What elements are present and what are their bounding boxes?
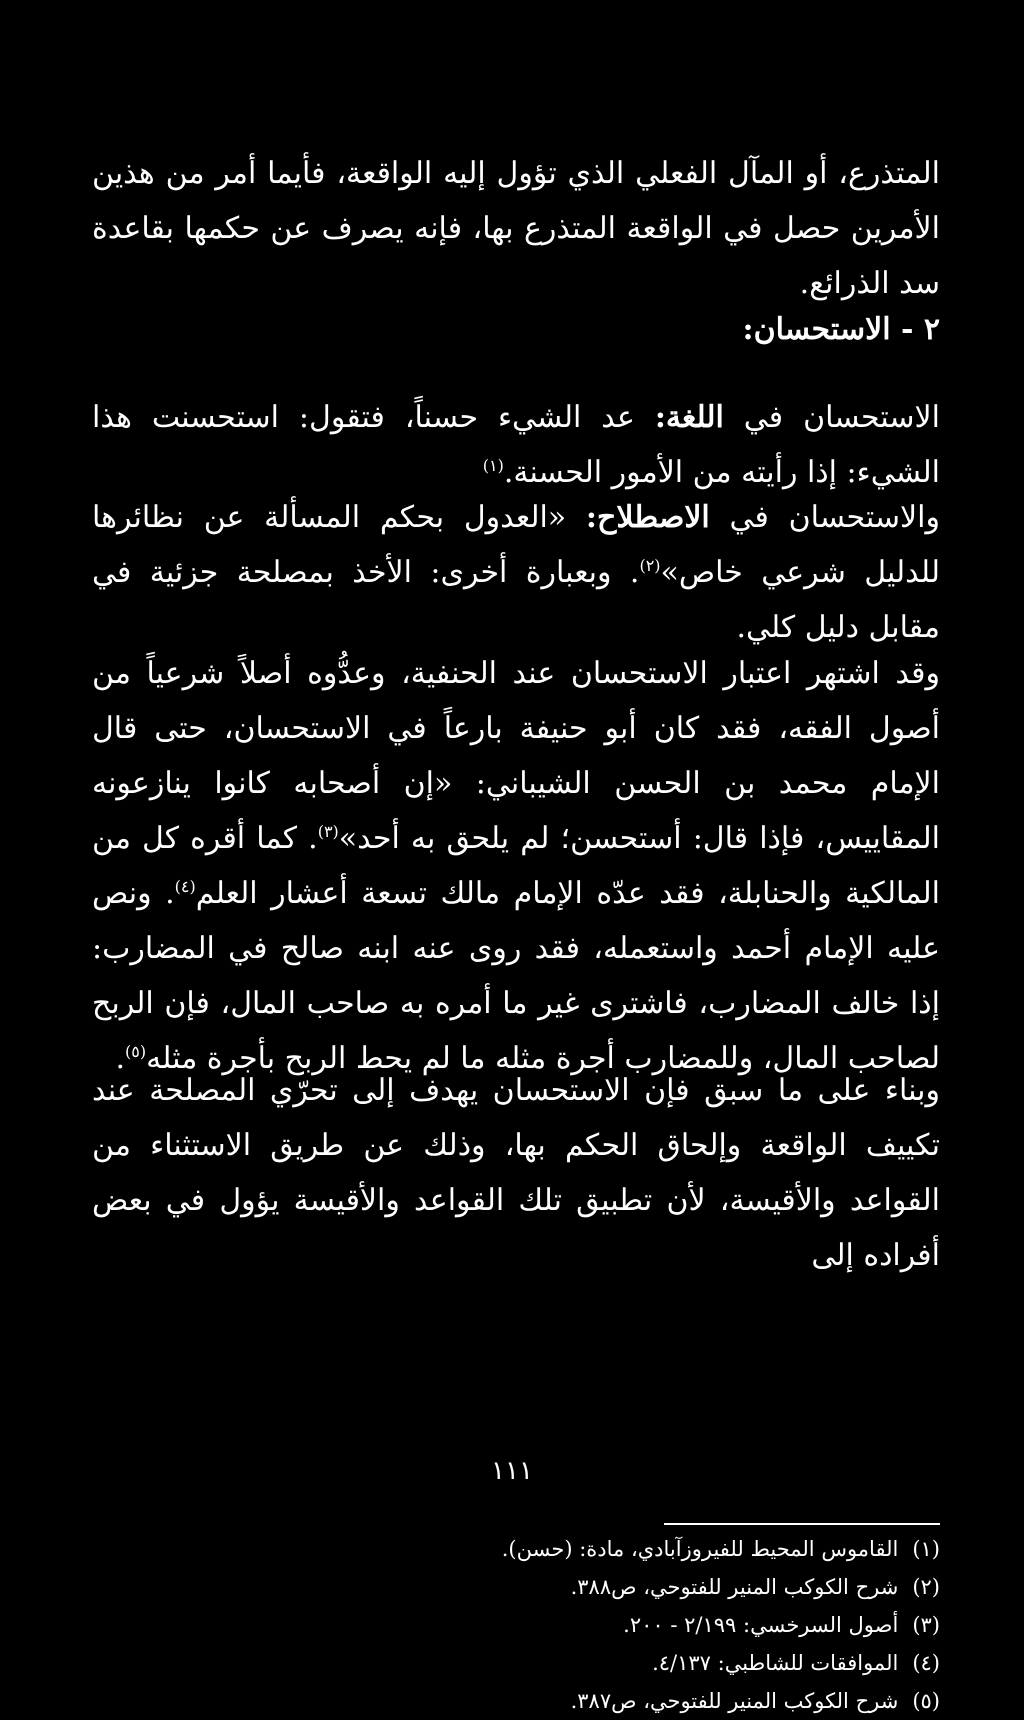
footnote-number: (٤): [912, 1651, 940, 1675]
footnotes-list: [120, 1530, 940, 1720]
term-istilah: الاصطلاح:: [585, 500, 710, 535]
text-run: وقد اشتهر اعتبار الاستحسان عند الحنفية، وعدُّوه أصلاً شرعياً من أصول الفقه، فقد كان أبو حنيفة بارعاً في الاستحسان، حتى قال الإمام محمد بن الحسن الشيباني: «إن أصحابه كانوا ينازعونه المقاييس، فإذا قال: أستحسن؛ لم يلحق به أحد»: [92, 656, 940, 856]
footnote-number: (٣): [912, 1613, 940, 1637]
text-run: .: [115, 1041, 126, 1076]
footnote-ref-2: (٢): [639, 556, 661, 575]
text-run: الاستحسان في: [723, 400, 940, 435]
page-number: ١١١: [491, 1456, 533, 1486]
footnote-text: شرح الكوكب المنير للفتوحي، ص٣٨٨.: [570, 1575, 899, 1599]
footnote-number: (٢): [912, 1575, 940, 1599]
footnote-ref-3: (٣): [317, 822, 339, 841]
paragraph-sadd-al-dharai: المتذرع، أو المآل الفعلي الذي تؤول إليه الواقعة، فأيما أمر من هذين الأمرين حصل في الواقعة المتذرع بها، فإنه يصرف عن حكمها بقاعدة سد الذرائع.: [92, 156, 940, 301]
footnote-number: (١): [912, 1537, 940, 1561]
footnote-ref-1: (١): [482, 456, 504, 475]
footnote-number: (٥): [912, 1689, 940, 1713]
paragraph-istihsan-technical: [92, 490, 940, 655]
paragraph-istihsan-linguistic: [92, 390, 940, 500]
footnote-text: أصول السرخسي: ٢/١٩٩ - ٢٠٠.: [623, 1613, 899, 1637]
section-heading-istihsan: ٢ - الاستحسان:: [742, 312, 940, 347]
footnote-ref-5: (٥): [125, 1042, 147, 1061]
footnote-item: [120, 1606, 940, 1644]
footnote-item: [120, 1568, 940, 1606]
footnote-text: القاموس المحيط للفيروزآبادي، مادة: (حسن).: [501, 1537, 899, 1561]
footnote-text: شرح الكوكب المنير للفتوحي، ص٣٨٧.: [570, 1689, 899, 1713]
footnote-divider: [664, 1523, 940, 1525]
footnote-ref-4: (٤): [174, 877, 196, 896]
text-run: . وبعبارة أخرى: الأخذ بمصلحة جزئية في مقابل دليل كلي.: [92, 555, 940, 645]
paragraph-schools-position: [92, 646, 940, 1086]
text-run: والاستحسان في: [709, 500, 940, 535]
text-run: . ونص عليه الإمام أحمد واستعمله، فقد روى عنه ابنه صالح في المضارب: إذا خالف المضارب، فاشترى غير ما أمره به صاحب المال، فإن الربح لصاحب المال، وللمضارب أجرة مثله ما لم يحط الربح بأجرة مثله: [92, 876, 940, 1076]
footnote-item: [120, 1682, 940, 1720]
term-lugha: اللغة:: [654, 400, 724, 435]
paragraph-conclusion: وبناء على ما سبق فإن الاستحسان يهدف إلى تحرّي المصلحة عند تكييف الواقعة وإلحاق الحكم بها، وذلك عن طريق الاستثناء من القواعد والأقيسة، لأن تطبيق تلك القواعد والأقيسة يؤول في بعض أفراده إلى: [92, 1073, 940, 1273]
text-run: . كما أقره كل من المالكية والحنابلة، فقد عدّه الإمام مالك تسعة أعشار العلم: [92, 821, 940, 911]
text-run: «العدول بحكم المسألة عن نظائرها للدليل شرعي خاص»: [92, 500, 940, 590]
footnote-item: [120, 1530, 940, 1568]
footnote-item: [120, 1644, 940, 1682]
footnote-text: الموافقات للشاطبي: ٤/١٣٧.: [652, 1651, 899, 1675]
text-run: عد الشيء حسناً، فتقول: استحسنت هذا الشيء: إذا رأيته من الأمور الحسنة.: [92, 400, 940, 490]
